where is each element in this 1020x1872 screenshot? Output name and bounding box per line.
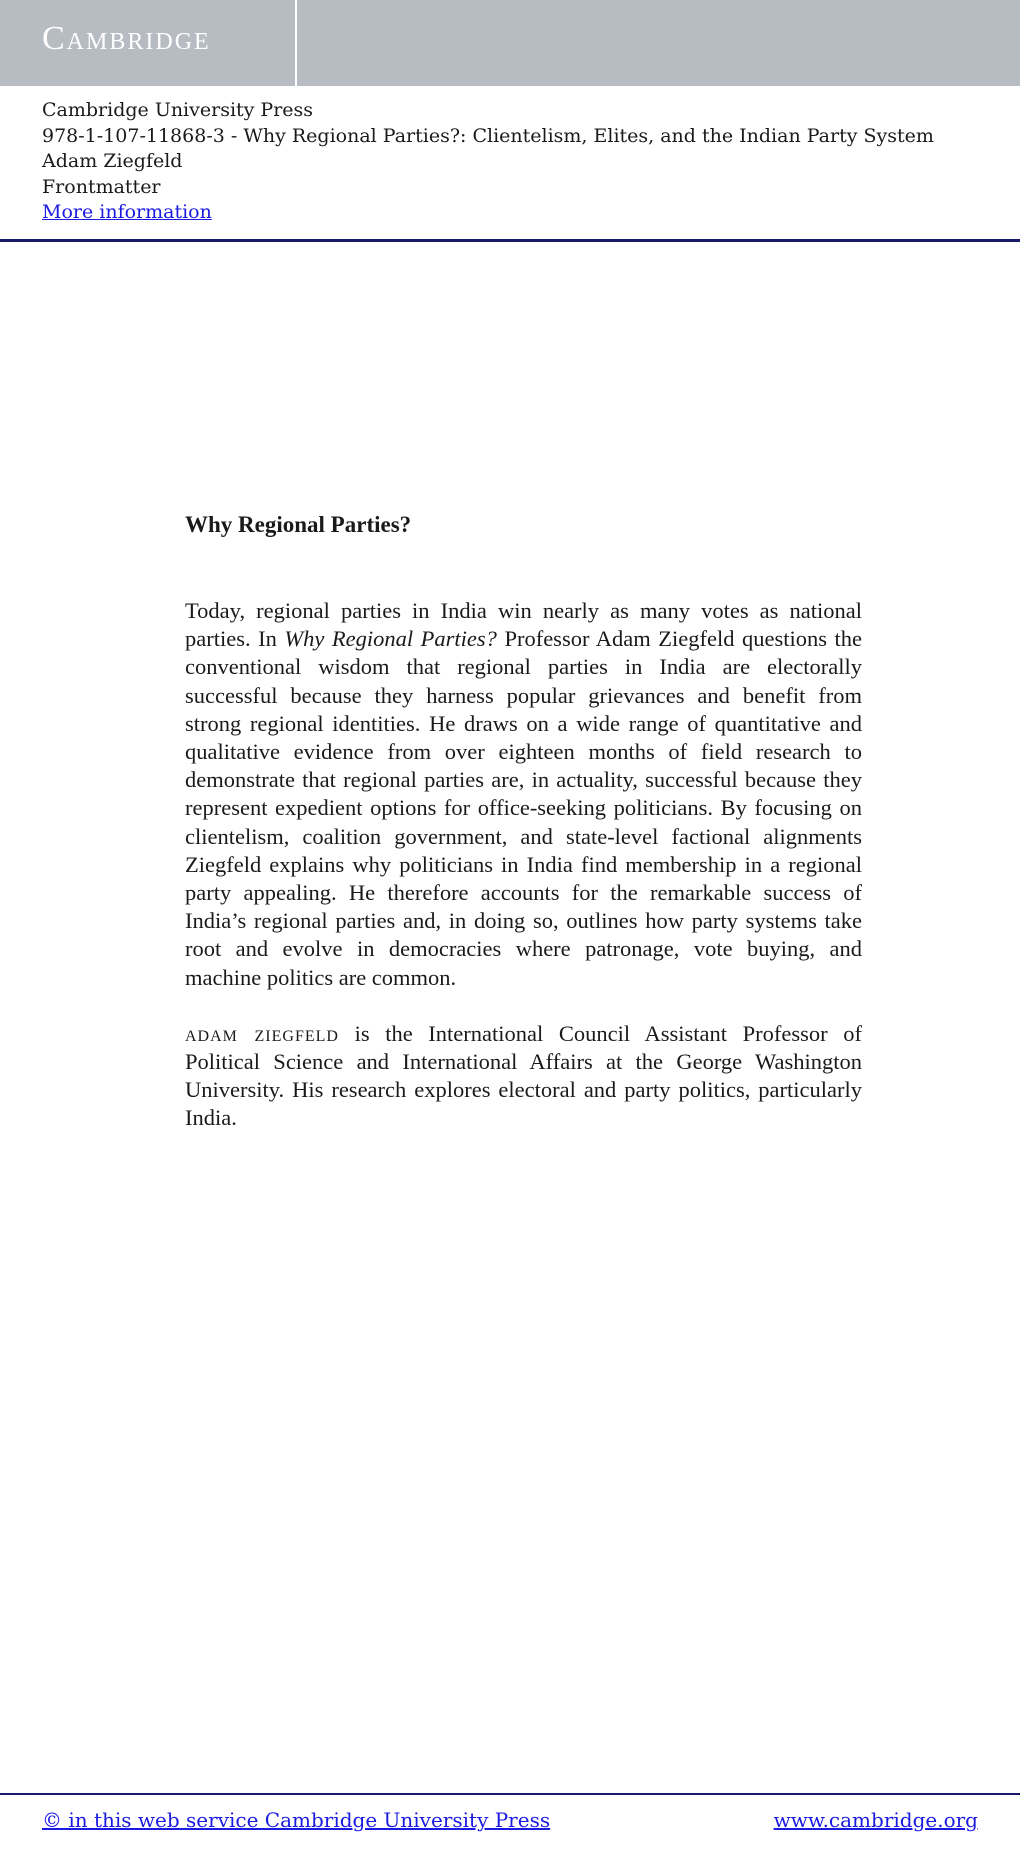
author-name-smallcaps: adam ziegfeld — [185, 1020, 339, 1046]
more-information-link[interactable]: More information — [42, 201, 212, 223]
copyright-link[interactable]: © in this web service Cambridge University Press — [42, 1808, 551, 1832]
website-link[interactable]: www.cambridge.org — [773, 1808, 978, 1832]
author-name: Adam Ziegfeld — [42, 150, 183, 172]
footer-rule — [0, 1793, 1020, 1795]
section-name: Frontmatter — [42, 175, 161, 198]
description-paragraph: Today, regional parties in India win nearly as many votes as national parties. In Why Regional Parties? Professor Adam Ziegfeld questions the conventional wisdom that regional parties in India are electorally successful because they harness popular grievances and benefit from strong regional identities. He draws on a wide range of quantitative and qualitative evidence from over eighteen months of field research to demonstrate that regional parties are, in actuality, successful because they represent expedient options for office-seeking politicians. By focusing on clientelism, coalition government, and state-level factional alignments Ziegfeld explains why politicians in India find membership in a regional party appealing. He therefore accounts for the remarkable success of India’s regional parties and, in doing so, outlines how party systems take root and evolve in democracies where patronage, vote buying, and machine politics are common. — [185, 598, 862, 990]
isbn-title: 978-1-107-11868-3 - Why Regional Parties?: Clientelism, Elites, and the Indian Party System — [42, 124, 934, 147]
book-metadata — [42, 98, 1002, 226]
cambridge-logo: Cambridge — [42, 20, 211, 57]
author-bio-paragraph: adam ziegfeld is the International Council Assistant Professor of Political Science and International Affairs at the George Washington University. His research explores electoral and party politics, particularly India. — [185, 1020, 862, 1131]
page-title: Why Regional Parties? — [185, 512, 412, 537]
book-title-italic: Why Regional Parties? — [284, 626, 497, 652]
book-description — [185, 597, 862, 1133]
publisher-banner — [0, 0, 1020, 86]
banner-divider — [295, 0, 297, 86]
header-rule — [0, 239, 1020, 242]
publisher-name: Cambridge University Press — [42, 99, 314, 121]
